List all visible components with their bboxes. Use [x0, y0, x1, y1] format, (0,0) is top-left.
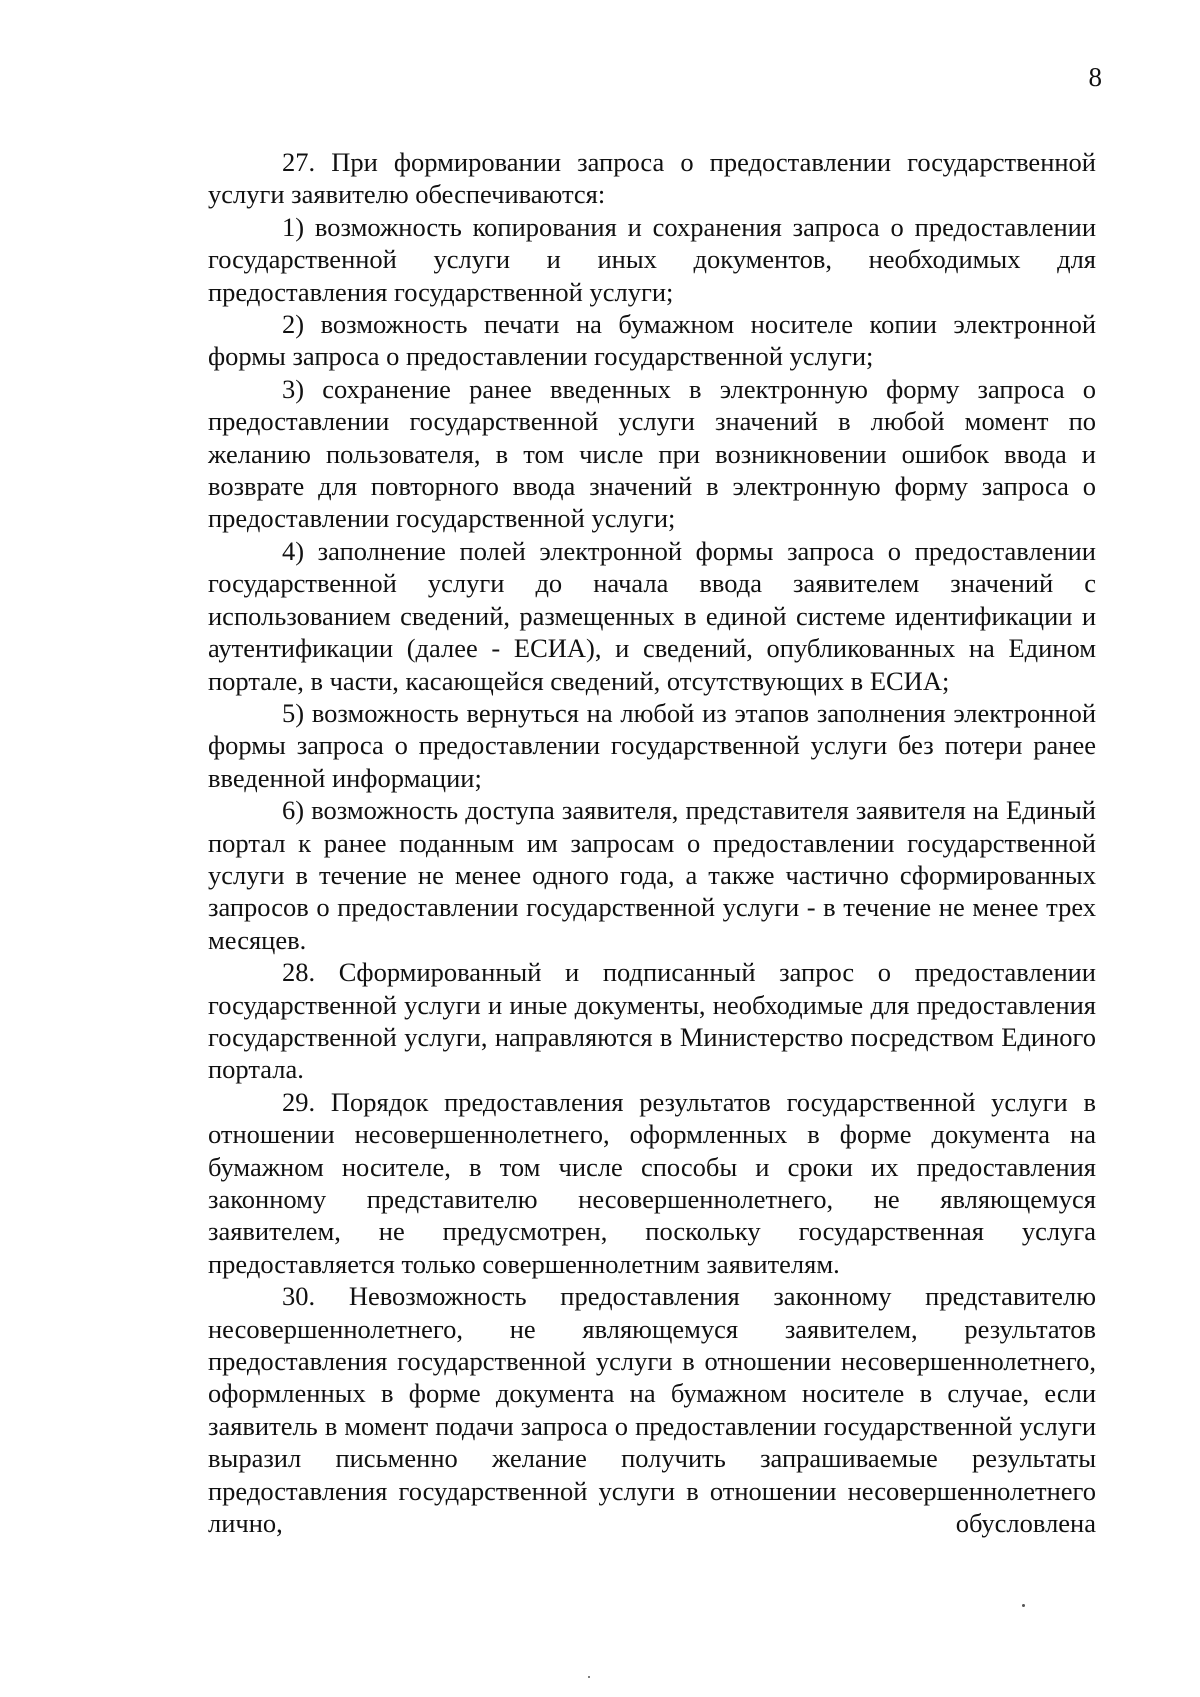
list-item-4: 4) заполнение полей электронной формы запроса о предоставлении государственной услуги до начала ввода заявителем значений с использованием сведений, размещенных в единой системе идентификации и аутентификации (далее - ЕСИА), и сведений, опубликованных на Едином портале, в части, касающейся сведений, отсутствующих в ЕСИА;: [208, 535, 1096, 696]
list-item-3: 3) сохранение ранее введенных в электронную форму запроса о предоставлении государственной услуги значений в любой момент по желанию пользователя, в том числе при возникновении ошибок ввода и возврате для повторного ввода значений в электронную форму запроса о предоставлении государственной услуги;: [208, 373, 1096, 534]
paragraph-28: 28. Сформированный и подписанный запрос о предоставлении государственной услуги и иные документы, необходимые для предоставления государственной услуги, направляются в Министерство посредством Единого портала.: [208, 957, 1096, 1085]
list-item-5: 5) возможность вернуться на любой из этапов заполнения электронной формы запроса о предоставлении государственной услуги без потери ранее введенной информации;: [208, 697, 1096, 793]
paragraph-29: 29. Порядок предоставления результатов государственной услуги в отношении несовершеннолетнего, оформленных в форме документа на бумажном носителе, в том числе способы и сроки их предоставления законному представителю несовершеннолетнего, не являющемуся заявителем, не предусмотрен, поскольку государственная услуга предоставляется только совершеннолетним заявителям.: [208, 1086, 1096, 1279]
page-number: 8: [1088, 62, 1102, 92]
list-item-1: 1) возможность копирования и сохранения запроса о предоставлении государственной услуги и иных документов, необходимых для предоставления государственной услуги;: [208, 211, 1096, 307]
document-body: [208, 146, 1096, 1539]
list-item-6: 6) возможность доступа заявителя, представителя заявителя на Единый портал к ранее поданным им запросам о предоставлении государственной услуги в течение не менее одного года, а также частично сформированных запросов о предоставлении государственной услуги - в течение не менее трех месяцев.: [208, 795, 1096, 955]
scan-speck: [1022, 1604, 1025, 1607]
paragraph-27: 27. При формировании запроса о предоставлении государственной услуги заявителю обеспечиваются:: [208, 147, 1096, 210]
scan-speck: [588, 1676, 590, 1678]
list-item-2: 2) возможность печати на бумажном носителе копии электронной формы запроса о предоставлении государственной услуги;: [208, 309, 1096, 372]
paragraph-30: 30. Невозможность предоставления законному представителю несовершеннолетнего, не являющемуся заявителем, результатов предоставления государственной услуги в отношении несовершеннолетнего, оформленных в форме документа на бумажном носителе в случае, если заявитель в момент подачи запроса о предоставлении государственной услуги выразил письменно желание получить запрашиваемые результаты предоставления государственной услуги в отношении несовершеннолетнего лично, обусловлена: [208, 1281, 1096, 1539]
